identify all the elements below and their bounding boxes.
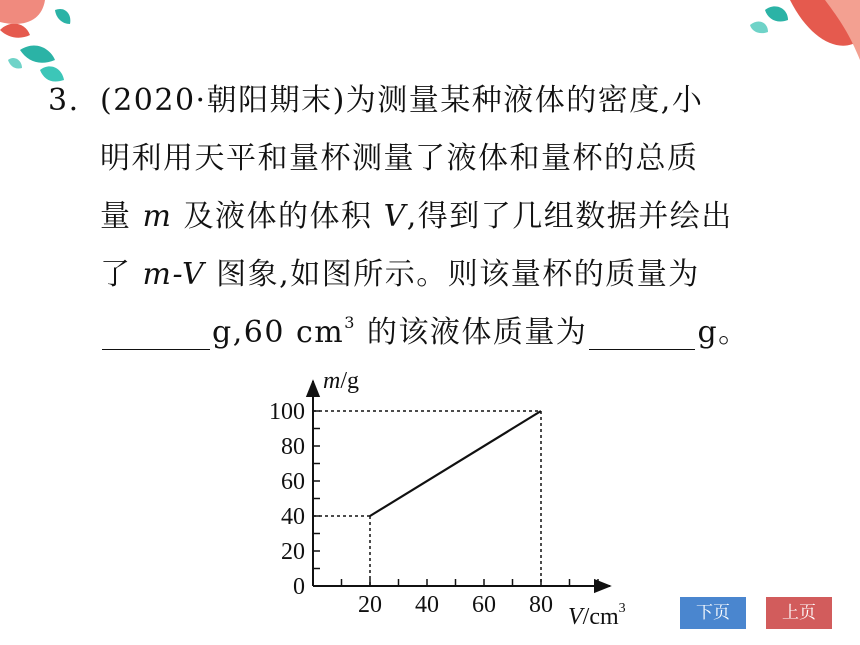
y-tick-label: 100 <box>269 399 305 425</box>
next-page-button[interactable]: 下页 <box>680 597 746 629</box>
data-line <box>370 411 541 516</box>
problem-line-4: 了 m-V 图象,如图所示。则该量杯的质量为 <box>100 257 700 292</box>
problem-line-2: 明利用天平和量杯测量了液体和量杯的总质 <box>100 141 699 176</box>
problem-line-5: g,60 $cm^3$ 的该液体质量为 g。 <box>48 304 818 362</box>
x-axis-label: $V/cm^3$ <box>568 601 626 630</box>
problem-line-1: 3. (2020·朝阳期末)为测量某种液体的密度,小 <box>48 72 818 130</box>
problem-line-3: 量 m 及液体的体积 V,得到了几组数据并绘出 <box>100 199 733 234</box>
y-axis-label: m/g <box>323 368 360 394</box>
m-v-graph <box>250 368 650 638</box>
x-tick-label: 20 <box>358 592 382 618</box>
var-v: V <box>383 199 407 234</box>
x-tick-label: 60 <box>472 592 496 618</box>
problem-text <box>48 72 818 362</box>
leaf-decoration-right <box>730 0 860 70</box>
previous-page-button[interactable]: 上页 <box>766 597 832 629</box>
answer-blank-2[interactable] <box>589 315 695 350</box>
var-m: m <box>142 199 173 234</box>
x-tick-label: 40 <box>415 592 439 618</box>
y-tick-label: 20 <box>281 539 305 565</box>
question-number: 3. <box>48 83 80 118</box>
answer-blank-1[interactable] <box>102 315 210 350</box>
y-tick-label: 80 <box>281 434 305 460</box>
y-tick-label: 40 <box>281 504 305 530</box>
x-tick-label: 80 <box>529 592 553 618</box>
y-tick-label: 0 <box>293 574 305 600</box>
var-mv: m-V <box>142 257 206 292</box>
y-tick-label: 60 <box>281 469 305 495</box>
